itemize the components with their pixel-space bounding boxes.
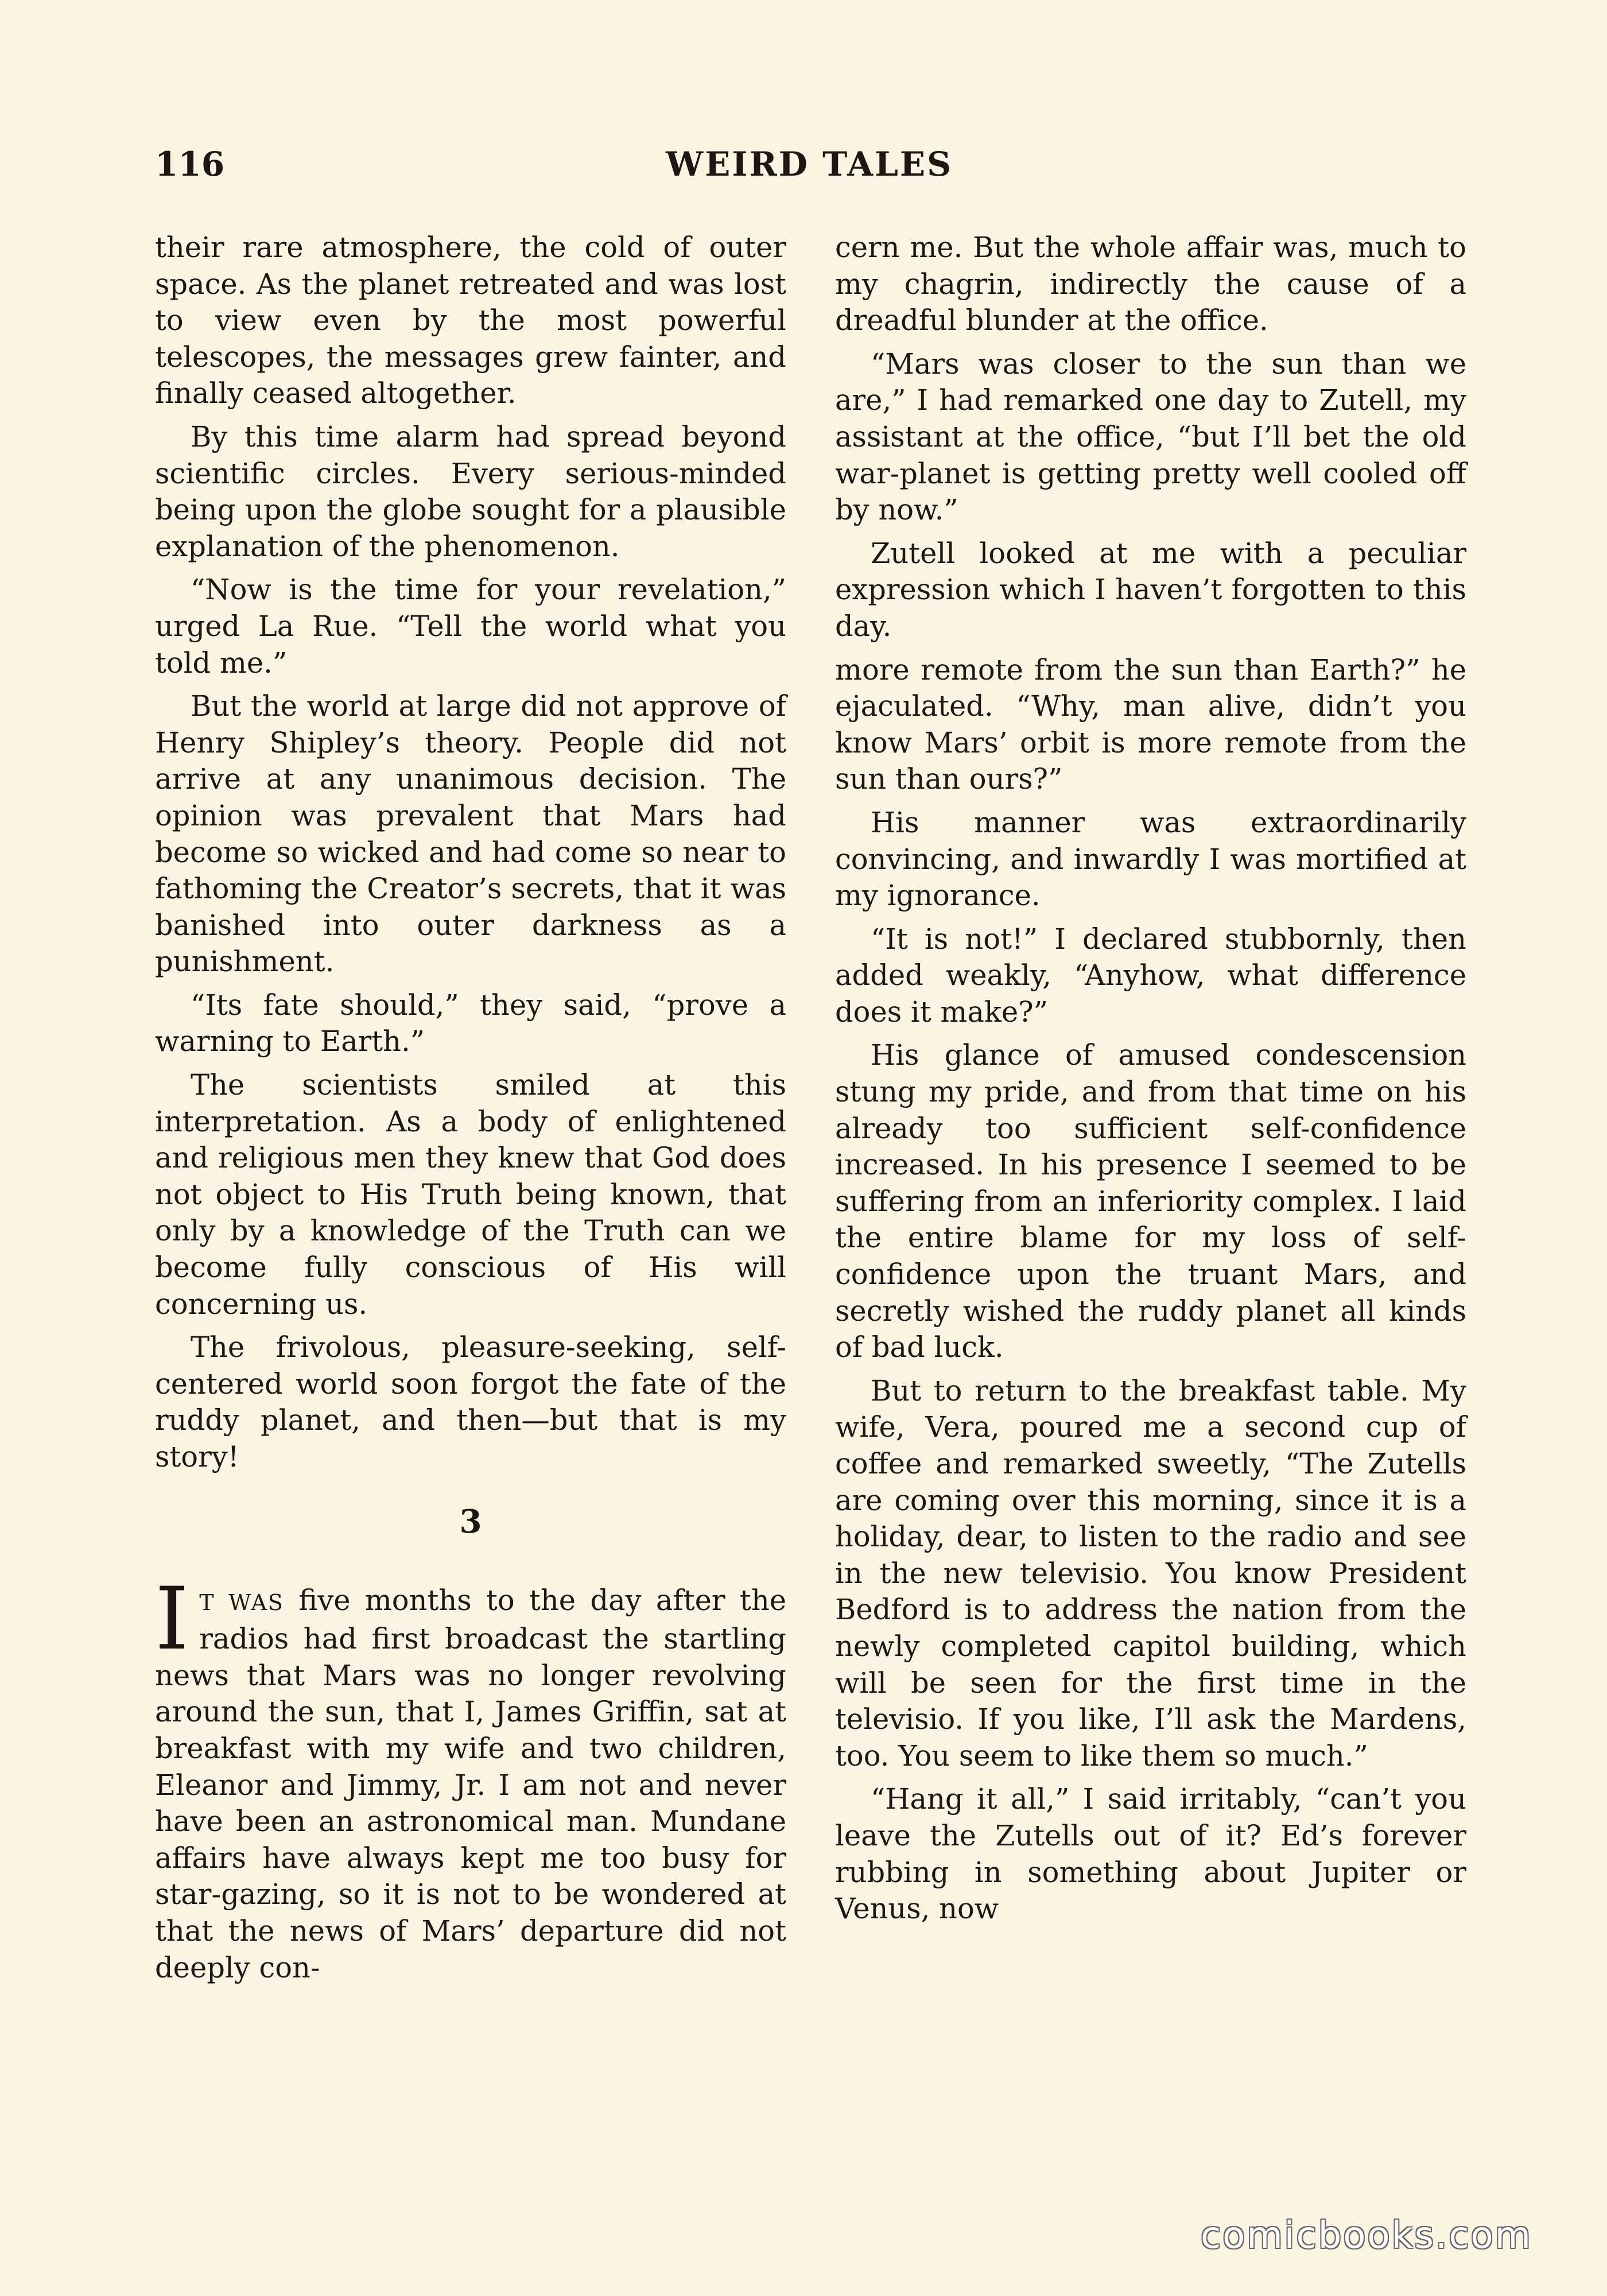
page-header (155, 141, 1464, 187)
paragraph: their rare atmosphere, the cold of outer space. As the planet retreated and was lost to view even by the most powerful telescopes, the messages grew fainter, and finally ceased altogether. (155, 231, 786, 410)
paragraph-text: five months to the day after the radios had first broadcast the startling news that Mars was no longer revolving around the sun, that I, James Griffin, sat at breakfast with my wife and two children, Eleanor and Jimmy, Jr. I am not and never have been an astronomical man. Mundane affairs have always kept me too busy for star-gazing, so it is not to be wondered at that the news of Mars’ departure did not deeply con- (155, 1583, 786, 1984)
paragraph: His glance of amused condescension stung my pride, and from that time on his already too sufficient self-confidence increased. In his presence I seemed to be suffering from an inferiority complex. I laid the entire blame for my loss of self-confidence upon the truant Mars, and secretly wished the ruddy planet all kinds of bad luck. (835, 1038, 1466, 1364)
left-column (155, 230, 786, 1993)
paragraph: “It is not!” I declared stubbornly, then added weakly, “Anyhow, what difference does it make?” (835, 922, 1466, 1029)
paragraph: His manner was extraordinarily convincing, and inwardly I was mortified at my ignorance. (835, 805, 1466, 913)
small-caps-lead: T WAS (199, 1589, 284, 1615)
watermark: comicbooks.com (1200, 2214, 1532, 2257)
drop-cap: I (155, 1569, 189, 1669)
paragraph: The scientists smiled at this interpretation. As a body of enlightened and religious men they knew that God does not object to His Truth being known, that only by a knowledge of the Truth can we become fully conscious of His will concerning us. (155, 1068, 786, 1321)
right-column (835, 230, 1466, 1934)
paragraph: more remote from the sun than Earth?” he ejaculated. “Why, man alive, didn’t you know Mars’ orbit is more remote from the sun than ours?” (835, 653, 1466, 796)
paragraph: Zutell looked at me with a peculiar expression which I haven’t forgotten to this day. (835, 536, 1466, 643)
paragraph: “Hang it all,” I said irritably, “can’t you leave the Zutells out of it? Ed’s forever rubbing in something about Jupiter or Venus, now (835, 1782, 1466, 1926)
paragraph: “Mars was closer to the sun than we are,” I had remarked one day to Zutell, my assistant at the office, “but I’ll bet the old war-planet is getting pretty well cooled off by now.” (835, 347, 1466, 527)
paragraph: cern me. But the whole affair was, much to my chagrin, indirectly the cause of a dreadful blunder at the office. (835, 231, 1466, 338)
paragraph: But the world at large did not approve of Henry Shipley’s theory. People did not arrive at any unanimous decision. The opinion was prevalent that Mars had become so wicked and had come so near to fathoming the Creator’s secrets, that it was banished into outer darkness as a punishment. (155, 689, 786, 979)
magazine-title: WEIRD TALES (665, 145, 953, 184)
page-number: 116 (155, 145, 225, 184)
paragraph: The frivolous, pleasure-seeking, self-centered world soon forgot the fate of the ruddy planet, and then—but that is my story! (155, 1331, 786, 1473)
section-number: 3 (459, 1502, 482, 1541)
paragraph: But to return to the breakfast table. My wife, Vera, poured me a second cup of coffee and remarked sweetly, “The Zutells are coming over this morning, since it is a holiday, dear, to listen to the radio and see in the new televisio. You know President Bedford is to address the nation from the newly completed capitol building, which will be seen for the first time in the televisio. If you like, I’ll ask the Mardens, too. You seem to like them so much.” (835, 1374, 1466, 1773)
paragraph: By this time alarm had spread beyond scientific circles. Every serious-minded being upon the globe sought for a plausible explanation of the phenomenon. (155, 420, 786, 563)
chapter-opening-paragraph (155, 1569, 786, 1987)
paragraph: “Its fate should,” they said, “prove a warning to Earth.” (155, 988, 786, 1058)
paragraph: “Now is the time for your revelation,” urged La Rue. “Tell the world what you told me.” (155, 573, 786, 680)
